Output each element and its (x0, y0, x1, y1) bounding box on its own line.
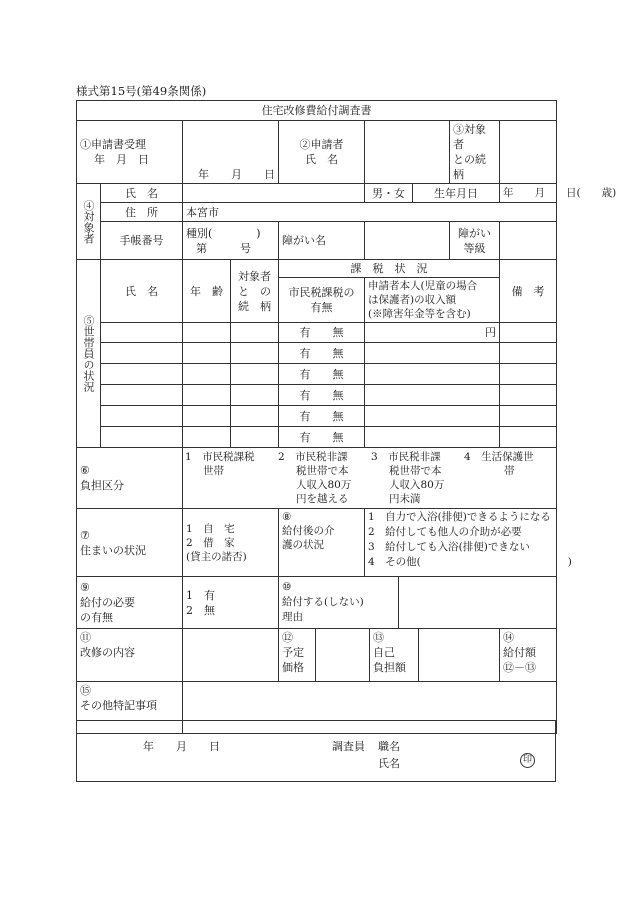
household-col-relation-line1: 対象者 (238, 269, 271, 283)
inspector-post-label: 職名 (378, 740, 400, 753)
household-name-field[interactable] (101, 323, 183, 343)
planned-price-field[interactable] (316, 629, 370, 681)
household-name-field[interactable] (101, 364, 183, 385)
household-relation-field[interactable] (231, 343, 279, 364)
household-age-field[interactable] (183, 385, 231, 406)
care-option-3: 3 給付しても入浴(排便)できない (368, 541, 530, 553)
burden-option-3-line3: 人収入80万 (389, 479, 445, 491)
household-col-relation-line2: と の (238, 284, 271, 298)
handbook-number-label: 手帳番号 (101, 222, 183, 260)
necessity-option-yes: 1 有 (186, 588, 215, 602)
applicant-label-cell (279, 121, 365, 184)
household-row (77, 385, 557, 406)
burden-option-1-line2: 世帯 (203, 465, 224, 477)
birth-date-field[interactable]: 年 月 日( 歳) (500, 184, 557, 203)
household-relation-field[interactable] (231, 364, 279, 385)
relation-label-cell (450, 121, 500, 184)
receipt-date-field[interactable] (183, 121, 279, 184)
care-status-number: ⑧ (282, 511, 292, 523)
household-income-field[interactable] (365, 427, 500, 448)
household-income-field[interactable] (365, 406, 500, 427)
household-tax-selector[interactable]: 有 無 (279, 323, 365, 343)
household-name-field[interactable] (101, 406, 183, 427)
tax-col-resident-tax (279, 278, 365, 323)
tax-col-income-line2: は保護者)の収入額 (368, 294, 457, 306)
renovation-amounts (279, 629, 500, 682)
planned-price-label-line2: 価格 (282, 661, 304, 674)
household-row (77, 406, 557, 427)
burden-option-2-line3: 人収入80万 (296, 479, 352, 491)
care-status-label-cell (279, 509, 365, 577)
planned-price-label-line1: 予定 (282, 646, 304, 659)
care-option-4: 4 その他( ) (368, 556, 572, 568)
burden-option-4-line2: 帯 (504, 465, 515, 477)
self-pay-field[interactable] (419, 629, 500, 681)
relation-caption: との続柄 (453, 153, 486, 181)
receipt-label-cell (77, 121, 183, 184)
household-col-age: 年 齢 (183, 260, 231, 323)
household-name-field[interactable] (101, 343, 183, 364)
household-col-relation-line3: 続 柄 (238, 299, 271, 313)
tax-col-income (365, 278, 500, 323)
inspection-date[interactable]: 年 月 日 (143, 740, 220, 753)
applicant-label: ②申請者 (299, 138, 344, 151)
renovation-label-cell (77, 629, 183, 682)
household-tax-selector[interactable]: 有 無 (279, 406, 365, 427)
handbook-number-field[interactable] (183, 222, 279, 260)
applicant-name-caption: 氏 名 (305, 153, 338, 166)
renovation-content-field[interactable] (183, 629, 279, 682)
renovation-number: ⑪ (80, 631, 91, 644)
burden-options[interactable] (183, 448, 557, 509)
tax-col-income-line3: (※障害年金等を含む) (368, 308, 471, 320)
seal-mark-icon: 印 (520, 753, 535, 768)
disability-grade-field[interactable] (500, 222, 557, 260)
burden-option-3-line1: 3 市民税非課 (371, 451, 441, 463)
household-row (77, 343, 557, 364)
necessity-option-no: 2 無 (186, 603, 215, 617)
household-remarks-field[interactable] (500, 385, 557, 406)
grant-amount-label-line2: ⑫－⑬ (503, 661, 536, 674)
disability-name-field[interactable] (365, 222, 450, 260)
household-remarks-field[interactable] (500, 323, 557, 343)
household-relation-field[interactable] (231, 406, 279, 427)
household-age-field[interactable] (183, 323, 231, 343)
grant-amount-area (500, 629, 557, 682)
household-remarks-field[interactable] (500, 364, 557, 385)
receipt-date-value: 年 月 日 (198, 168, 275, 181)
burden-option-1-line1: 1 市民税課税 (185, 451, 255, 463)
housing-option-rental-note: (貸主の諾否) (186, 550, 247, 563)
receipt-date-caption: 年 月 日 (94, 153, 149, 166)
inspector-name-label: 氏名 (378, 757, 400, 770)
inspector-label: 調査員 (332, 740, 365, 753)
inspector-signature-box (76, 720, 556, 782)
reason-label-line1: 給付する(しない) (282, 596, 364, 608)
applicant-name-field[interactable] (365, 121, 450, 184)
reason-label-line2: 理由 (282, 611, 303, 623)
address-field[interactable]: 本宮市 (183, 203, 557, 222)
housing-option-rental: 2 借 家 (186, 536, 235, 549)
household-age-field[interactable] (183, 427, 231, 448)
household-remarks-field[interactable] (500, 427, 557, 448)
household-tax-selector[interactable]: 有 無 (279, 427, 365, 448)
disability-grade-caption: 等級 (463, 241, 486, 255)
household-name-field[interactable] (101, 385, 183, 406)
household-section-label: ⑤世帯員の状況 (82, 315, 95, 392)
receipt-label: ①申請書受理 (80, 138, 146, 151)
subject-name-field[interactable] (183, 184, 365, 203)
subject-section-label: ④対象者 (82, 199, 95, 244)
housing-label: 住まいの状況 (80, 543, 146, 557)
tax-col-resident-tax-line2: 有無 (310, 301, 333, 314)
household-section-label-cell (77, 260, 101, 448)
reason-label-cell (279, 577, 399, 629)
self-pay-label-cell (370, 629, 419, 681)
tax-col-income-line1: 申請者本人(児童の場合 (368, 280, 478, 292)
notes-number: ⑮ (80, 684, 91, 697)
household-col-relation (231, 260, 279, 323)
care-status-label-line1: 給付後の介 (282, 525, 335, 537)
reason-number: ⑩ (282, 581, 292, 593)
renovation-label: 改修の内容 (80, 646, 135, 659)
household-income-field[interactable] (365, 364, 500, 385)
grant-amount-label-line1: 給付額 (503, 646, 536, 659)
burden-option-2-line1: 2 市民税非課 (278, 451, 348, 463)
household-col-name: 氏 名 (101, 260, 183, 323)
household-tax-selector[interactable]: 有 無 (279, 343, 365, 364)
household-col-remarks: 備 考 (500, 260, 557, 323)
burden-label: 負担区分 (80, 479, 124, 492)
household-relation-field[interactable] (231, 385, 279, 406)
self-pay-label-line1: 自己 (373, 646, 395, 659)
notes-label: その他特記事項 (80, 699, 157, 712)
burden-option-2-line2: 税世帯で本 (296, 465, 349, 477)
household-income-field[interactable] (365, 385, 500, 406)
household-row (77, 427, 557, 448)
relation-field[interactable] (500, 121, 557, 184)
household-relation-field[interactable] (231, 427, 279, 448)
care-option-2: 2 給付しても他人の介助が必要 (368, 526, 522, 538)
household-age-field[interactable] (183, 406, 231, 427)
disability-grade-label: 障がい (458, 226, 491, 240)
necessity-label-cell (77, 577, 183, 629)
relation-label: ③対象者 (453, 123, 486, 151)
disability-name-label: 障がい名 (279, 222, 365, 260)
housing-number: ⑦ (80, 528, 90, 542)
survey-form-table (76, 100, 617, 734)
household-remarks-field[interactable] (500, 406, 557, 427)
care-option-1: 1 自力で入浴(排便)できるようになる (368, 511, 551, 523)
planned-price-label-cell (279, 629, 316, 681)
household-income-field[interactable] (365, 343, 500, 364)
burden-option-3-line2: 税世帯で本 (389, 465, 442, 477)
planned-price-number: ⑫ (282, 631, 293, 644)
self-pay-label-line2: 負担額 (373, 661, 406, 674)
burden-option-2-line4: 円を越える (296, 493, 349, 505)
burden-option-4-line1: 4 生活保護世 (464, 451, 534, 463)
household-age-field[interactable] (183, 364, 231, 385)
household-tax-selector[interactable]: 有 無 (279, 364, 365, 385)
disability-grade-label-cell (450, 222, 500, 260)
household-row (77, 364, 557, 385)
burden-number: ⑥ (80, 464, 90, 477)
burden-label-cell (77, 448, 183, 509)
reason-field[interactable] (399, 577, 557, 629)
tax-status-header: 課 税 状 況 (279, 260, 500, 278)
burden-option-3-line4: 円未満 (389, 493, 421, 505)
sex-selector[interactable]: 男・女 (365, 184, 413, 203)
housing-options[interactable] (183, 509, 279, 577)
form-title: 住宅改修費給付調査書 (77, 101, 557, 121)
grant-amount-label-cell (500, 629, 557, 681)
household-tax-selector[interactable]: 有 無 (279, 385, 365, 406)
necessity-label-line1: 給付の必要 (80, 596, 135, 609)
necessity-number: ⑨ (80, 581, 90, 594)
household-remarks-field[interactable] (500, 343, 557, 364)
care-status-label-line2: 護の状況 (282, 539, 324, 551)
grant-amount-number: ⑭ (503, 631, 514, 644)
necessity-options[interactable] (183, 577, 279, 629)
birth-label: 生年月日 (413, 184, 500, 203)
household-name-field[interactable] (101, 427, 183, 448)
household-row (77, 323, 557, 343)
household-income-field[interactable]: 円 (365, 323, 500, 343)
housing-label-cell (77, 509, 183, 577)
handbook-number-line: 第 号 (196, 241, 251, 255)
household-age-field[interactable] (183, 343, 231, 364)
tax-col-resident-tax-line1: 市民税課税の (288, 286, 355, 299)
necessity-label-line2: の有無 (80, 611, 113, 624)
household-relation-field[interactable] (231, 323, 279, 343)
form-number-label: 様式第15号(第49条関係) (76, 84, 207, 98)
handbook-type-line: 種別( ) (186, 226, 261, 240)
subject-section-label-cell (77, 184, 101, 260)
subject-name-label: 氏 名 (101, 184, 183, 203)
address-label: 住 所 (101, 203, 183, 222)
self-pay-number: ⑬ (373, 631, 384, 644)
care-status-options[interactable] (365, 509, 572, 577)
housing-option-own: 1 自 宅 (186, 522, 235, 535)
